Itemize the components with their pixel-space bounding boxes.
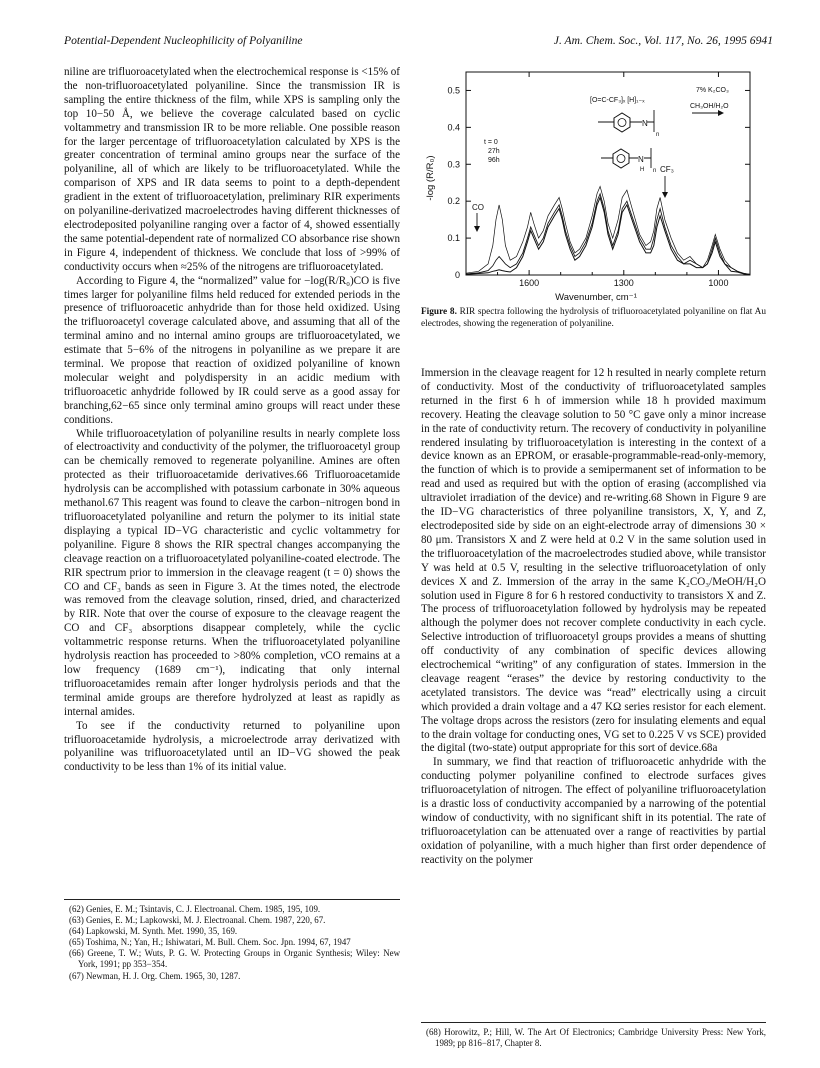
- svg-text:H: H: [640, 167, 645, 173]
- annotation-co-arrowhead: [474, 226, 480, 232]
- reaction-arrowhead-icon: [718, 110, 724, 116]
- y-tick-label: 0.2: [447, 196, 460, 207]
- figure-caption-label: Figure 8.: [421, 307, 457, 317]
- reference: (68) Horowitz, P.; Hill, W. The Art Of Electronics; Cambridge University Press: New York, 1989; pp 816−817, Chapter 8.: [426, 1027, 766, 1049]
- spectrum-line-3: [466, 198, 750, 275]
- legend-entry-96h: 96h: [488, 157, 500, 164]
- x-tick-label: 1000: [708, 278, 729, 288]
- reagent-solvent: CH₃OH/H₂O: [690, 103, 729, 110]
- x-axis-label: Wavenumber, cm⁻¹: [555, 292, 637, 303]
- left-column: [64, 66, 400, 775]
- y-tick-label: 0.4: [447, 122, 460, 133]
- repeat-unit-n: n: [653, 168, 657, 174]
- reference: (67) Newman, H. J. Org. Chem. 1965, 30, 1287.: [69, 970, 241, 981]
- figure-8: [418, 60, 768, 305]
- svg-text:N: N: [642, 119, 648, 128]
- figure-caption: [421, 307, 766, 330]
- legend-entry-t0: t = 0: [484, 139, 498, 146]
- y-tick-label: 0: [454, 270, 460, 280]
- paragraph: While trifluoroacetylation of polyaniline results in nearly complete loss of electroactivity and conductivity of the polymer, the trifluoroacetyl group can be chemically removed to regenerate polyaniline. Amines are often protected as their trifluoroacetamide derivatives.66 Trifluoroacetamide hydrolysis can be accomplished with potassium carbonate in 30% aqueous methanol.67 This reagent was found to cleave the carbon−nitrogen bond in trifluoroacetylated polyaniline and return the polymer to its initial state displaying a typical ID−VG characteristic and cyclic voltammetry for polyaniline. Figure 8 shows the RIR spectral changes accompanying the cleavage reaction on a trifluoroacetylated polyaniline-coated electrode. The RIR spectrum prior to immersion in the cleavage reagent (t = 0) shows the CO and CF₃ bands as seen in Figure 3. At the times noted, the electrode was removed from the cleavage solution, rinsed, dried, and characterized by RIR. Note that over the course of exposure to the cleavage reagent the CO and CF₃ absorptions disappear completely, while the cyclic voltammetric response returns. When the trifluoroacetylated polyaniline hydrolysis reaction has proceeded to >80% completion, νCO remains at a low frequency (1689 cm⁻¹), indicating that only internal trifluoroacetamides remain after longer hydrolysis periods and that the terminal amide groups are therefore hydrolyzed at least as rapidly as internal amides.: [64, 427, 400, 718]
- footnotes-right: [421, 1022, 766, 1049]
- paragraph: According to Figure 4, the “normalized” value for −log(R/R₀)CO is five times larger for polyaniline films held reduced for extended periods in the presence of trifluoroacetic anhydride than for those held oxidized. Using the trifluoroacetyl coverage calculated above, and assuming that all of the terminal amino and no internal amino groups are trifluoroacetylated, we estimate that 5−6% of the nitrogens in polyaniline as we prepare it are terminal. We propose that reaction of oxidized polyaniline of known molecular weight and polydispersity in an acidic medium with trifluoroacetic anhydride followed by IR could serve as a good assay for branching,62−65 since only terminal amino groups will react under these conditions.: [64, 274, 400, 426]
- benzene-ring-icon: [614, 113, 630, 132]
- repeat-unit-n: n: [656, 132, 660, 138]
- y-axis-label: -log (R/R₀): [425, 155, 436, 201]
- hydrolysis-conditions: [690, 87, 729, 116]
- footnotes-left: [64, 899, 400, 982]
- y-tick-label: 0.3: [447, 159, 460, 170]
- svg-text:N: N: [638, 155, 644, 164]
- paragraph: In summary, we find that reaction of trifluoroacetic anhydride with the conducting polymer polyaniline confined to electrode surfaces gives trifluoroacetylation of nitrogen. The effect of polyaniline trifluoroacetylation is a drastic loss of conductivity accompanied by a narrowing of the potential window of conductivity, with no significant shift in its potential. The rate of trifluoroacetylation can be attenuated over a range of reactivities by partial oxidation of polyaniline, with a much higher than first order dependence of reactivity on the polymer: [421, 756, 766, 866]
- trifluoroacetylated-polyaniline-structure: [590, 97, 659, 138]
- right-column: [421, 367, 766, 868]
- annotation-co: CO: [472, 203, 484, 212]
- legend-entry-27h: 27h: [488, 148, 500, 155]
- x-tick-label: 1600: [519, 278, 540, 288]
- paragraph: niline are trifluoroacetylated when the electrochemical response is <15% of the non-trifluoroacetylated polyaniline. Since the transmission IR is sampling the entire thickness of the film, while XPS is sampling only the top 10−50 Å, we believe the coverage calculated based on cyclic voltammetry and transmission IR to be more reliable. One possible reason for the larger percentage of trifluoroacetylation calculated by XPS is the greater concentration of terminal amino groups near the surface of the polyaniline, all of which are likely to be trifluoroacetylated. While the comparison of XPS and IR data seems to point to a depth-dependent gradient in the extent of trifluoroacetylation, preliminary RIR experiments on polyaniline-derivatized macroelectrodes having different thicknesses of electrodeposited polyaniline ranging over a factor of 4, showed essentially the same potential-dependent rate of normalized CO absorbance rise shown in Figure 4, independent of thickness. We conclude that loss of >99% of conductivity occurs when ≈25% of the nitrogens are trifluoroacetylated.: [64, 66, 400, 273]
- polyaniline-structure: [601, 148, 656, 174]
- reference: (62) Genies, E. M.; Tsintavis, C. J. Electroanal. Chem. 1985, 195, 109.: [69, 904, 321, 914]
- y-tick-label: 0.1: [447, 233, 460, 244]
- ir-spectrum-chart: [418, 60, 768, 305]
- running-header-title: Potential-Dependent Nucleophilicity of Polyaniline: [64, 34, 303, 47]
- reference: (66) Greene, T. W.; Wuts, P. G. W. Protecting Groups in Organic Synthesis; Wiley: New York, 1991; pp 353−354.: [69, 948, 400, 970]
- reference: (64) Lapkowski, M. Synth. Met. 1990, 35, 169.: [69, 926, 238, 937]
- annotation-cf3: CF₃: [660, 165, 674, 174]
- reagent-k2co3: 7% K₂CO₃: [696, 87, 729, 94]
- structure-label: [O=C-CF₃]ₓ [H]₁₋ₓ: [590, 97, 645, 104]
- annotation-cf3-arrowhead: [662, 192, 668, 198]
- x-tick-label: 1300: [613, 278, 634, 288]
- running-header-journal: J. Am. Chem. Soc., Vol. 117, No. 26, 1995 6941: [553, 34, 773, 47]
- reference: (63) Genies, E. M.; Lapkowski, M. J. Electroanal. Chem. 1987, 220, 67.: [69, 915, 326, 926]
- reference: (65) Toshima, N.; Yan, H.; Ishiwatari, M. Bull. Chem. Soc. Jpn. 1994, 67, 1947: [69, 937, 351, 948]
- benzene-ring-icon: [613, 149, 629, 168]
- y-tick-label: 0.5: [447, 85, 460, 96]
- paragraph: Immersion in the cleavage reagent for 12 h resulted in nearly complete return of conductivity. Most of the conductivity of trifluoroacetylated samples returned in the first 6 h of immersion while 18 h provided maximum recovery. Heating the cleavage solution to 50 °C gave only a minor increase in the rate of conductivity return. The recovery of conductivity in polyaniline rendered insulating by trifluoroacetylation is interesting in the context of a device known as an EPROM, or erasable-programmable-read-only-memory, the function of which is to provide a semipermanent set of information to be read and used as required but with the option of erasing (accomplished via ultraviolet irradiation of the device) and re-writing.68 Shown in Figure 9 are the ID−VG characteristics of three polyaniline transistors, X, Y, and Z, electrodeposited side by side on an eight-electrode array of dimensions 30 × 80 μm. Transistors X and Z were held at 0.2 V in the same solution used in the trifluoroacetylation of the macroelectrodes studied above, while transistor Y was held at 0.5 V, resulting in the selective trifluoroacetylation of only devices X and Z. Immersion of the array in the same K₂CO₃/MeOH/H₂O solution used in Figure 8 for 6 h restored conductivity to transistors X and Z. The process of trifluoroacetylation followed by hydrolysis may be repeated although the polymer does not recover complete conductivity in each cycle. Selective introduction of trifluoroacetyl groups provides a means of shutting off conductivity of any combination of specific devices allowing electrochemical “writing” of any configuration of states. Immersion in the cleavage reagent “erases” the device by restoring conductivity to the acetylated transistors. The device was “read” electrically using a circuit which provided a drain voltage and a 47 KΩ series resistor for each element. The voltage drops across the resistors (zero for insulating elements and equal to the drain voltage for conducting ones, VG set to 0.225 V vs SCE) provided the digital (two-state) output appropriate for this sort of device.68a: [421, 367, 766, 755]
- figure-caption-text: RIR spectra following the hydrolysis of trifluoroacetylated polyaniline on flat Au electrodes, showing the regeneration of polyaniline.: [421, 307, 766, 329]
- paragraph: To see if the conductivity returned to polyaniline upon trifluoroacetamide hydrolysis, a microelectrode array derivatized with polyaniline was trifluoroacetylated until an ID−VG showed the peak conductivity to be less than 1% of its initial value.: [64, 719, 400, 774]
